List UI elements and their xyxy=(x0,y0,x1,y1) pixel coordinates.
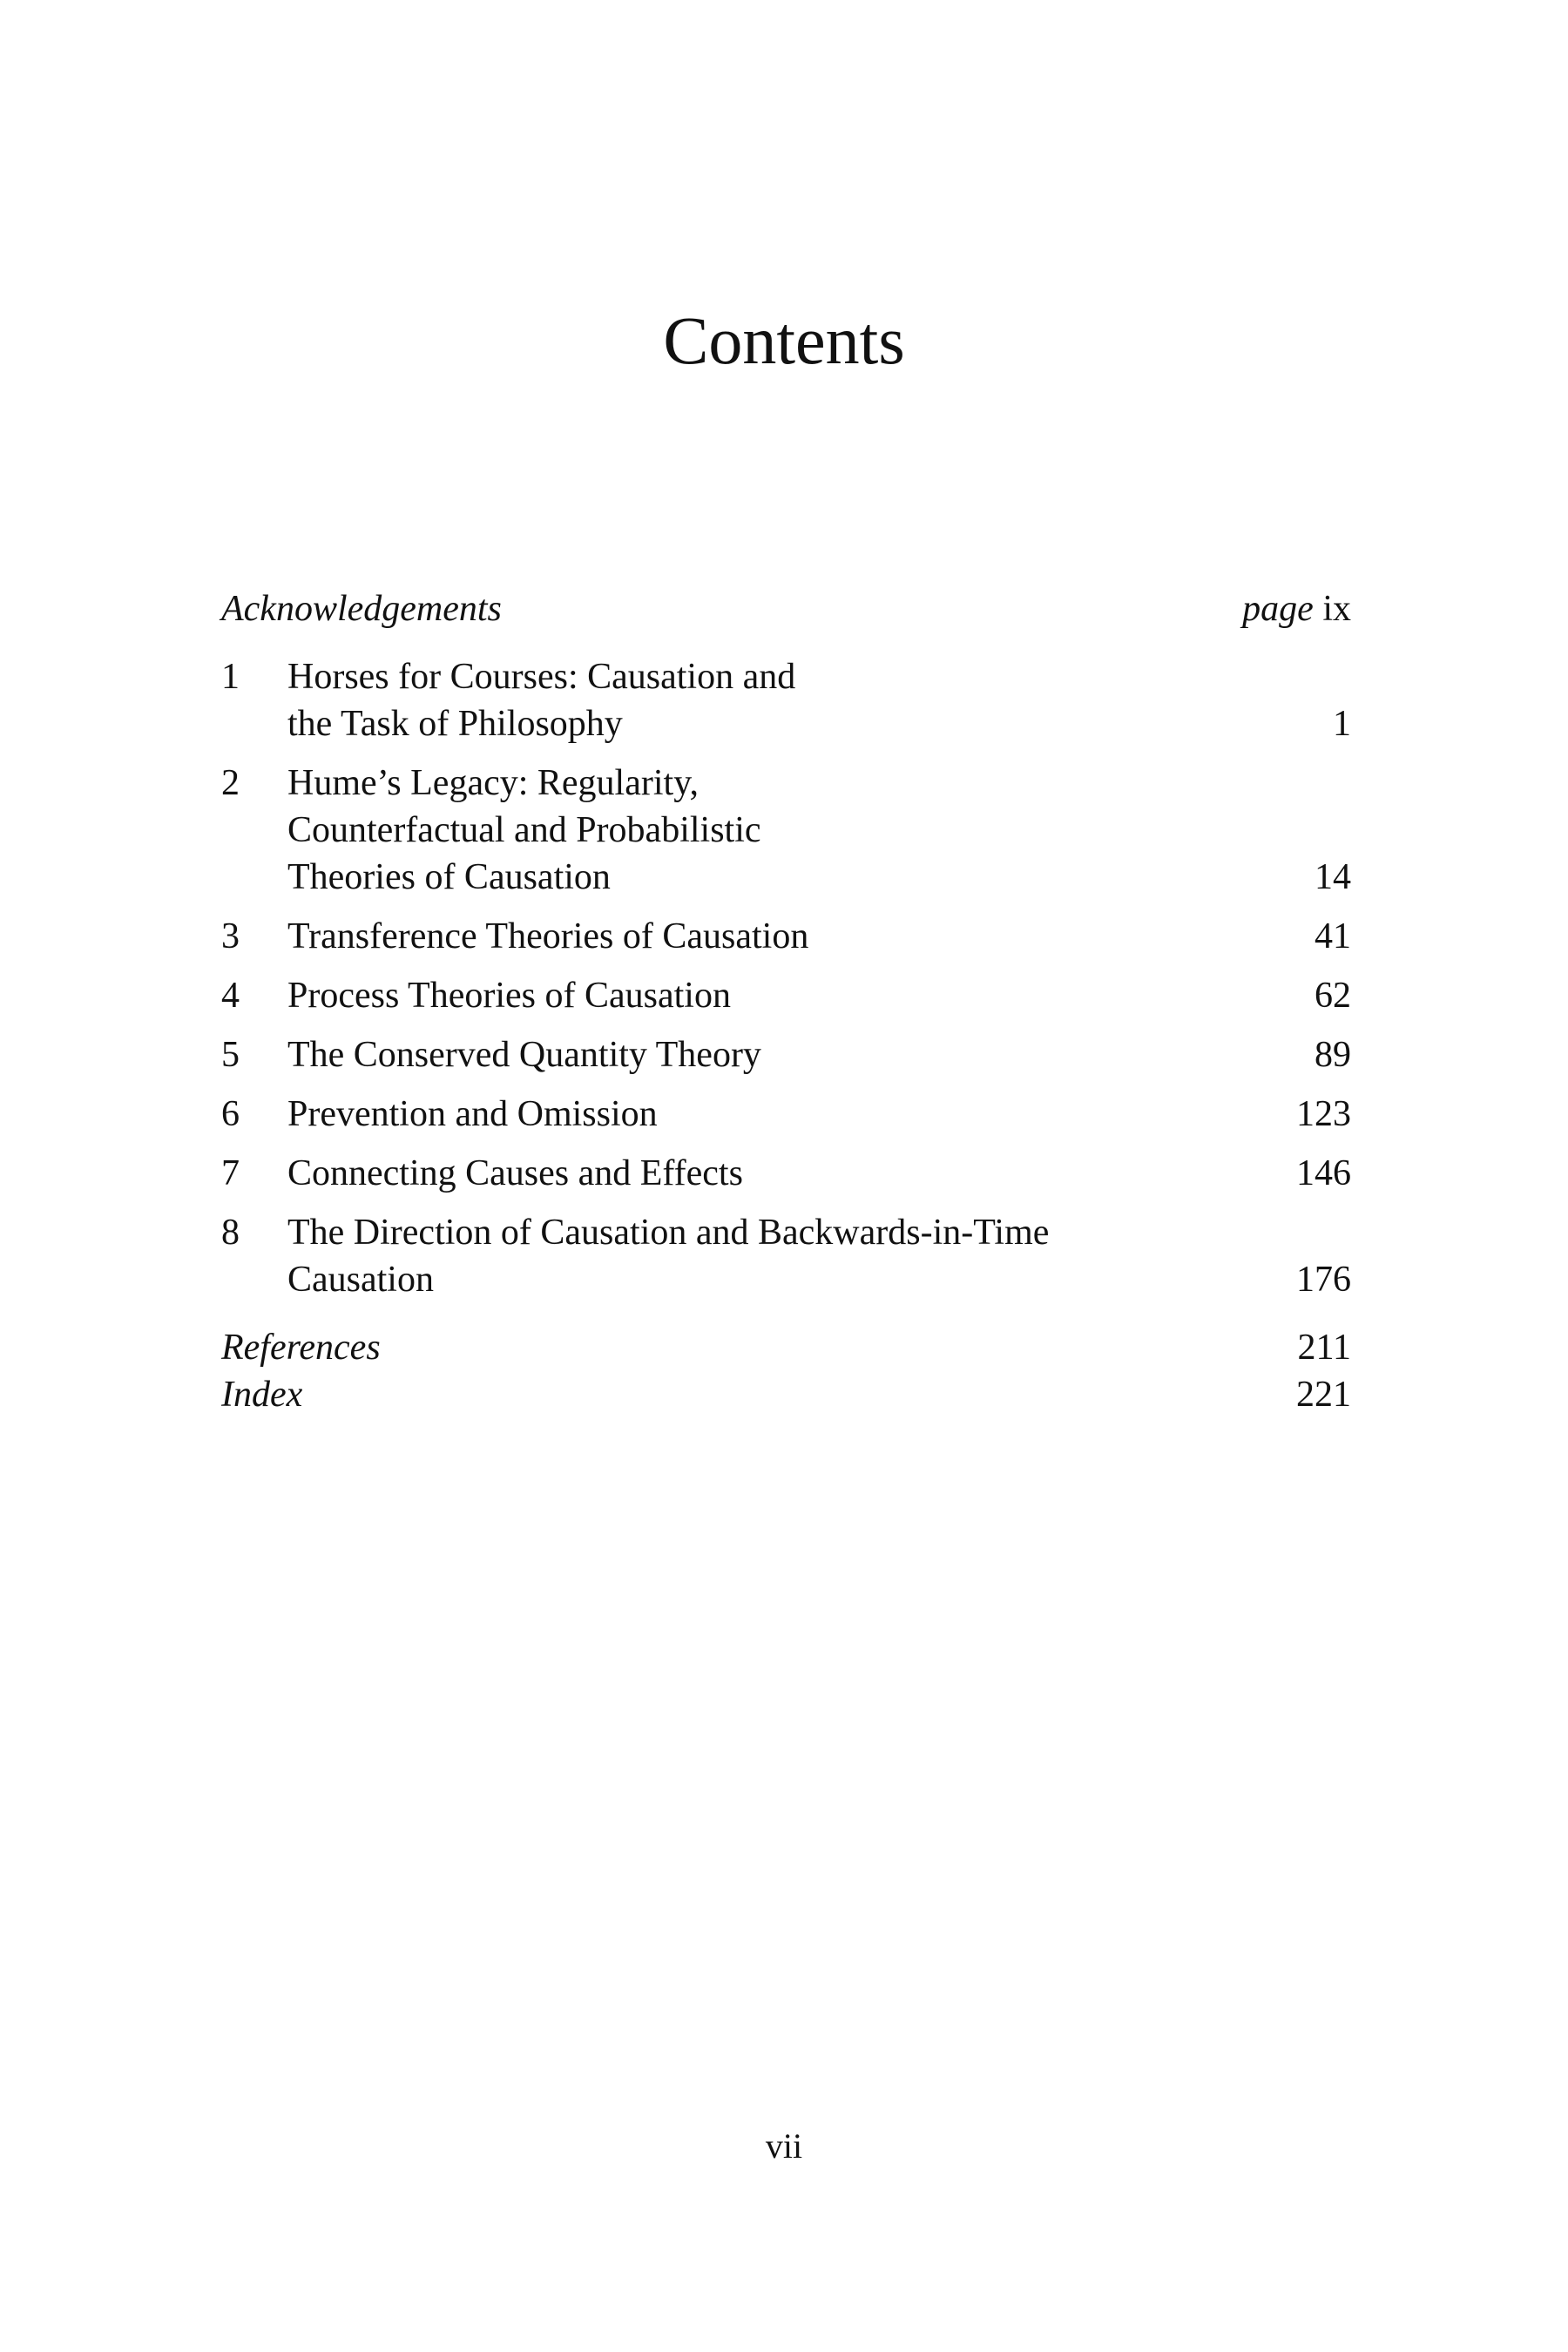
toc-entry-title: Transference Theories of Causation xyxy=(287,916,809,956)
toc-entry-title: Connecting Causes and Effects xyxy=(287,1153,743,1193)
toc-entry-chapter-1[interactable] xyxy=(221,653,1351,747)
toc-entry-page: 1 xyxy=(1333,704,1351,744)
toc-entry-title: Hume’s Legacy: Regularity, Counterfactual and Probabilistic Theories of Causation xyxy=(287,763,761,897)
toc-entry-title: Index xyxy=(221,1375,303,1415)
toc-entry-references[interactable] xyxy=(221,1324,1351,1371)
toc-entry-title: Process Theories of Causation xyxy=(287,976,731,1016)
toc-entry-chapter-7[interactable] xyxy=(221,1150,1351,1197)
chapter-number: 4 xyxy=(221,976,240,1016)
chapter-number: 6 xyxy=(221,1094,240,1134)
chapter-number: 3 xyxy=(221,916,240,956)
page-title: Contents xyxy=(663,302,905,378)
chapter-number: 7 xyxy=(221,1153,240,1193)
toc-entry-chapter-6[interactable] xyxy=(221,1091,1351,1138)
toc-entry-page: 146 xyxy=(1296,1153,1351,1193)
page-prefix: page xyxy=(1242,589,1314,629)
page-number-folio: vii xyxy=(765,2126,803,2166)
toc-entry-page: 123 xyxy=(1296,1094,1351,1134)
page-number: ix xyxy=(1322,589,1351,629)
toc-entry-acknowledgements[interactable] xyxy=(221,585,1351,632)
toc-entry-index[interactable] xyxy=(221,1371,1351,1418)
toc-entry-page: 62 xyxy=(1315,976,1351,1016)
toc-entry-page: 176 xyxy=(1296,1260,1351,1300)
toc-entry-page: 221 xyxy=(1296,1375,1351,1415)
toc-entry-chapter-5[interactable] xyxy=(221,1031,1351,1078)
toc-entry-page: 211 xyxy=(1297,1328,1351,1368)
chapter-number: 2 xyxy=(221,763,240,803)
table-of-contents xyxy=(221,585,1351,1418)
chapter-number: 5 xyxy=(221,1035,240,1075)
toc-entry-title: Acknowledgements xyxy=(221,589,502,629)
chapter-number: 8 xyxy=(221,1213,240,1253)
toc-entry-chapter-4[interactable] xyxy=(221,972,1351,1019)
toc-entry-chapter-8[interactable] xyxy=(221,1209,1351,1303)
toc-entry-page xyxy=(1242,585,1351,632)
toc-entry-title: References xyxy=(221,1328,381,1368)
chapter-number: 1 xyxy=(221,657,240,697)
toc-entry-page: 41 xyxy=(1315,916,1351,956)
toc-entry-title: The Conserved Quantity Theory xyxy=(287,1035,761,1075)
toc-entry-page: 89 xyxy=(1315,1035,1351,1075)
toc-entry-chapter-3[interactable] xyxy=(221,913,1351,960)
toc-entry-title: Horses for Courses: Causation and the Task of Philosophy xyxy=(287,657,796,744)
toc-entry-page: 14 xyxy=(1315,857,1351,897)
toc-entry-title: The Direction of Causation and Backwards-in-Time Causation xyxy=(287,1213,1050,1300)
toc-entry-title: Prevention and Omission xyxy=(287,1094,658,1134)
toc-entry-chapter-2[interactable] xyxy=(221,760,1351,901)
